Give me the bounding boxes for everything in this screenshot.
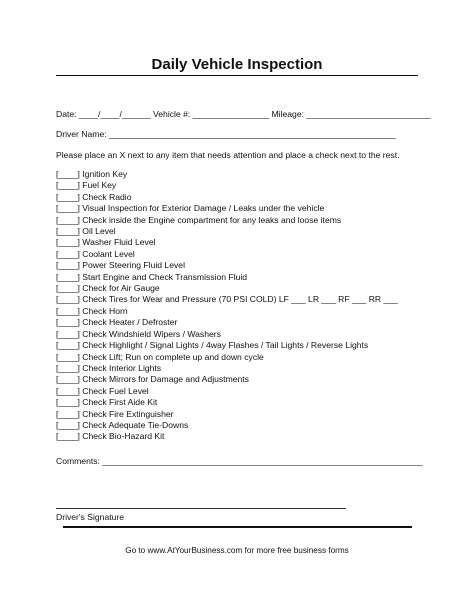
checklist-item: [____] Check Radio — [56, 191, 132, 202]
checklist-item: [____] Start Engine and Check Transmission Fluid — [56, 271, 248, 282]
checklist-item: [____] Check Windshield Wipers / Washers — [56, 328, 221, 339]
instructions-text: Please place an X next to any item that needs attention and place a check next to the rest. — [56, 150, 400, 160]
comments-line: Comments: ___________________________________________________________________ — [56, 456, 423, 466]
inspection-checklist — [56, 169, 398, 443]
checklist-item: [____] Check Fuel Level — [56, 385, 149, 396]
checklist-item: [____] Check First Aide Kit — [56, 397, 158, 408]
checklist-item: [____] Oil Level — [56, 226, 116, 237]
checklist-item: [____] Check Adequate Tie-Downs — [56, 419, 189, 430]
page-title: Daily Vehicle Inspection — [151, 56, 323, 73]
checklist-item: [____] Check Heater / Defroster — [56, 317, 178, 328]
checklist-item: [____] Check for Air Gauge — [56, 283, 160, 294]
checklist-item: [____] Check Fire Extinguisher — [56, 408, 174, 419]
checklist-item: [____] Check Bio-Hazard Kit — [56, 431, 165, 442]
checklist-item: [____] Check Interior Lights — [56, 362, 162, 373]
footer-rule — [63, 526, 412, 528]
checklist-item: [____] Power Steering Fluid Level — [56, 260, 185, 271]
signature-label: Driver's Signature — [56, 512, 125, 522]
checklist-item: [____] Washer Fluid Level — [56, 237, 156, 248]
checklist-item: [____] Check Horn — [56, 305, 128, 316]
signature-line — [56, 508, 346, 509]
title-underline — [56, 75, 418, 76]
driver-name-line: Driver Name: ____________________________________________________________ — [56, 129, 396, 139]
checklist-item: [____] Coolant Level — [56, 248, 135, 259]
checklist-item: [____] Fuel Key — [56, 180, 117, 191]
checklist-item: [____] Check Lift; Run on complete up and down cycle — [56, 351, 264, 362]
date-vehicle-mileage-line: Date: ____/____/______ Vehicle #: ________________ Mileage: __________________________ — [56, 109, 431, 119]
footer-text: Go to www.AtYourBusiness.com for more free business forms — [125, 546, 349, 555]
checklist-item: [____] Visual Inspection for Exterior Damage / Leaks under the vehicle — [56, 203, 325, 214]
checklist-item: [____] Check Tires for Wear and Pressure (70 PSI COLD) LF ___ LR ___ RF ___ RR ___ — [56, 294, 398, 305]
checklist-item: [____] Ignition Key — [56, 169, 128, 179]
checklist-item: [____] Check Highlight / Signal Lights / 4way Flashes / Tail Lights / Reverse Lights — [56, 340, 369, 351]
checklist-item: [____] Check inside the Engine compartment for any leaks and loose items — [56, 214, 342, 225]
checklist-item: [____] Check Mirrors for Damage and Adjustments — [56, 374, 249, 385]
